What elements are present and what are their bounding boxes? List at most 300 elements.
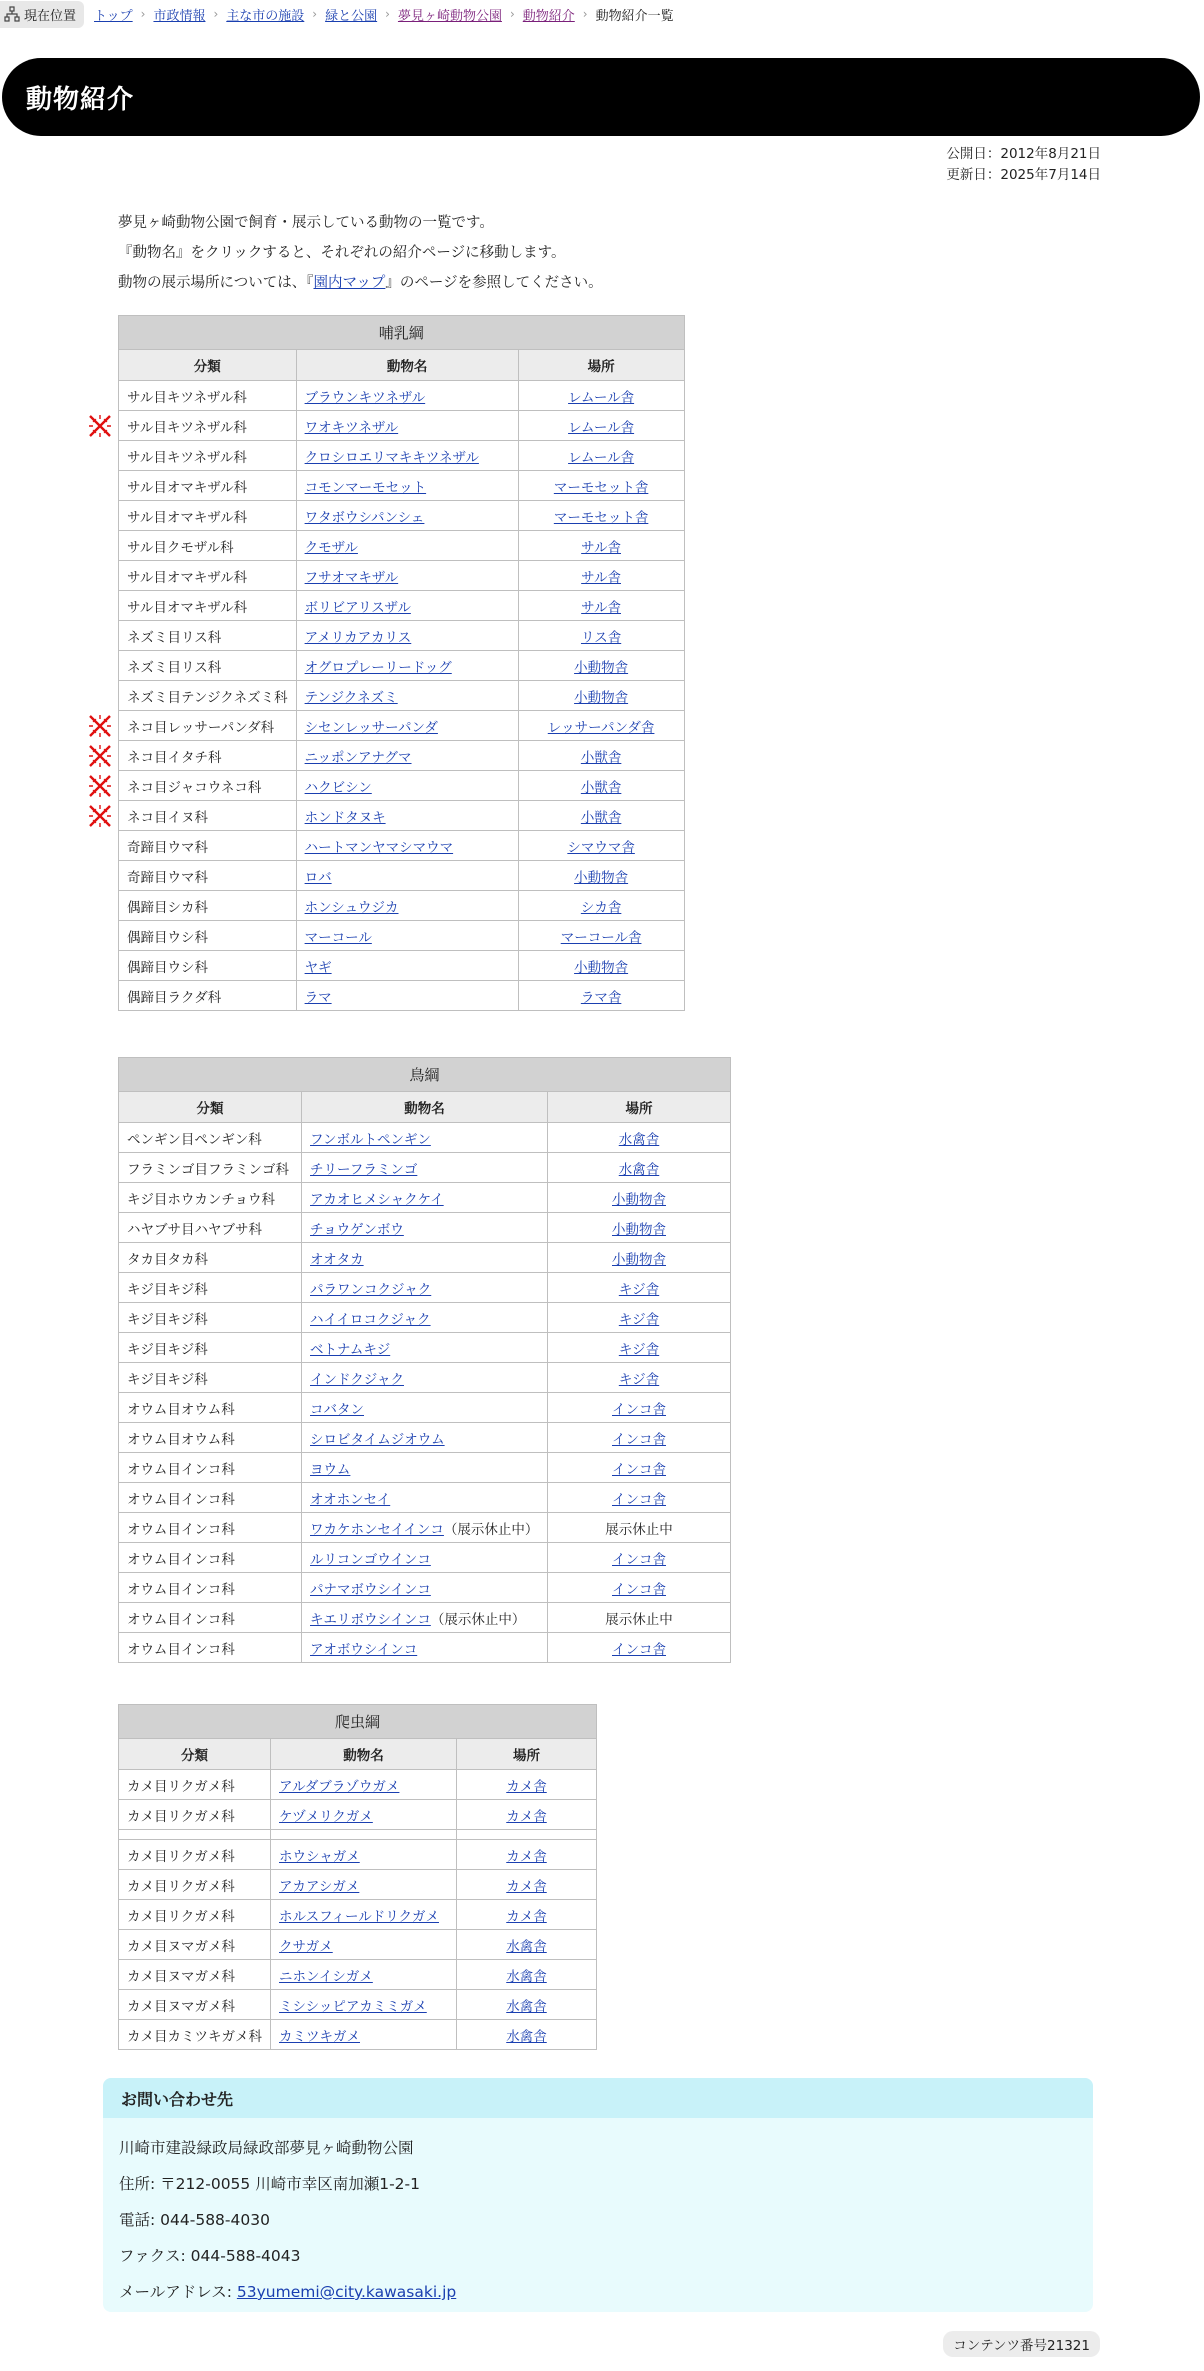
animal-link[interactable]: コモンマーモセット xyxy=(304,479,427,496)
table-row xyxy=(119,1453,731,1483)
place-link[interactable]: カメ舎 xyxy=(506,1808,547,1825)
breadcrumb-link-facilities[interactable]: 主な市の施設 xyxy=(226,8,305,24)
cell-category: カメ目リクガメ科 xyxy=(119,1770,271,1800)
animal-link[interactable]: アカアシガメ xyxy=(279,1878,360,1895)
red-x-marker-icon xyxy=(88,774,112,798)
place-link[interactable]: 小動物舎 xyxy=(574,689,629,706)
red-x-marker-icon xyxy=(88,414,112,438)
table-row xyxy=(119,1800,597,1830)
cell-place xyxy=(518,441,684,471)
cell-animal-name xyxy=(271,1930,457,1960)
cell-category: ネコ目ジャコウネコ科 xyxy=(119,771,297,801)
table-row xyxy=(119,651,685,681)
column-header-place: 場所 xyxy=(457,1739,597,1770)
cell-place xyxy=(548,1243,731,1273)
place-link[interactable]: 水禽舎 xyxy=(506,1998,547,2015)
cell-category: ネズミ目リス科 xyxy=(119,651,297,681)
cell-animal-name xyxy=(271,1770,457,1800)
animal-link[interactable]: アルダブラゾウガメ xyxy=(279,1778,400,1795)
cell-category: サル目オマキザル科 xyxy=(119,591,297,621)
table-row xyxy=(119,1483,731,1513)
cell-place xyxy=(548,1573,731,1603)
table-row xyxy=(119,771,685,801)
cell-place xyxy=(518,471,684,501)
cell-animal-name xyxy=(296,531,518,561)
cell-place xyxy=(518,591,684,621)
cell-animal-name xyxy=(296,651,518,681)
cell-animal-name xyxy=(296,921,518,951)
page-title-bar xyxy=(2,58,1200,136)
animal-link[interactable]: オオホンセイ xyxy=(310,1491,391,1508)
table-row xyxy=(119,1870,597,1900)
place-link[interactable]: マーモセット舎 xyxy=(553,479,649,496)
table-row xyxy=(119,921,685,951)
page-title: 動物紹介 xyxy=(26,84,135,115)
cell-place xyxy=(548,1213,731,1243)
animal-link[interactable]: マーコール xyxy=(304,929,372,946)
cell-category: カメ目リクガメ科 xyxy=(119,1840,271,1870)
animal-link[interactable]: シロビタイムジオウム xyxy=(310,1431,445,1448)
animal-link[interactable]: ブラウンキツネザル xyxy=(304,389,426,406)
cell-animal-name xyxy=(271,1840,457,1870)
cell-category: オウム目インコ科 xyxy=(119,1483,302,1513)
animal-link[interactable]: コバタン xyxy=(310,1401,364,1418)
place-link[interactable]: インコ舎 xyxy=(612,1491,666,1508)
place-link[interactable]: 小動物舎 xyxy=(574,869,629,886)
cell-animal-name xyxy=(296,381,518,411)
place-link[interactable]: シマウマ舎 xyxy=(567,839,635,856)
cell-animal-name xyxy=(302,1573,548,1603)
place-link[interactable]: レムール舎 xyxy=(568,449,635,466)
cell-place xyxy=(548,1273,731,1303)
place-link[interactable]: インコ舎 xyxy=(612,1431,666,1448)
cell-category: オウム目インコ科 xyxy=(119,1573,302,1603)
place-link[interactable]: サル舎 xyxy=(581,599,621,616)
cell-place xyxy=(457,1900,597,1930)
animal-link[interactable]: インドクジャク xyxy=(310,1371,404,1388)
red-x-marker-icon xyxy=(88,714,112,738)
cell-place xyxy=(548,1363,731,1393)
cell-category: ネズミ目リス科 xyxy=(119,621,297,651)
cell-animal-name xyxy=(296,891,518,921)
red-x-marker-icon xyxy=(88,744,112,768)
animal-link[interactable]: テンジクネズミ xyxy=(304,689,398,706)
place-link[interactable]: インコ舎 xyxy=(612,1401,666,1418)
cell-place: 展示休止中 xyxy=(548,1603,731,1633)
intro-line-3 xyxy=(118,268,603,298)
animal-link[interactable]: ヨウム xyxy=(310,1461,351,1478)
animal-link[interactable]: ニッポンアナグマ xyxy=(304,749,412,766)
place-link[interactable]: キジ舎 xyxy=(618,1281,660,1298)
cell-place xyxy=(518,771,684,801)
animal-link[interactable]: ワカケホンセイインコ xyxy=(310,1521,444,1538)
park-map-link[interactable]: 園内マップ xyxy=(313,275,386,291)
cell-category: ネコ目イタチ科 xyxy=(119,741,297,771)
sitemap-icon xyxy=(4,6,20,22)
cell-category: キジ目キジ科 xyxy=(119,1333,302,1363)
cell-animal-name xyxy=(296,681,518,711)
place-link[interactable]: キジ舎 xyxy=(618,1371,660,1388)
cell-category: カメ目カミツキガメ科 xyxy=(119,2020,271,2050)
table-row xyxy=(119,741,685,771)
table-row xyxy=(119,1243,731,1273)
contact-email-row xyxy=(119,2274,1093,2310)
cell-category: フラミンゴ目フラミンゴ科 xyxy=(119,1153,302,1183)
cell-animal-name xyxy=(296,501,518,531)
animal-link[interactable]: アオボウシインコ xyxy=(310,1641,418,1658)
animal-link[interactable]: ワオキツネザル xyxy=(304,419,399,436)
cell-place xyxy=(548,1633,731,1663)
reptiles-table xyxy=(118,1704,597,2050)
cell-animal-name xyxy=(302,1393,548,1423)
animal-link[interactable]: クロシロエリマキキツネザル xyxy=(304,449,479,466)
cell-place xyxy=(548,1153,731,1183)
table-caption: 爬虫綱 xyxy=(119,1705,597,1739)
red-x-marker-icon xyxy=(88,804,112,828)
place-link[interactable]: インコ舎 xyxy=(612,1581,666,1598)
animal-link[interactable]: オオタカ xyxy=(310,1251,364,1268)
contact-body xyxy=(103,2118,1093,2310)
animal-link[interactable]: チョウゲンボウ xyxy=(310,1221,404,1238)
place-link[interactable]: マーモセット舎 xyxy=(553,509,649,526)
contact-phone: 電話: 044-588-4030 xyxy=(119,2211,270,2229)
animal-link[interactable]: カミツキガメ xyxy=(279,2028,360,2045)
cell-animal-name xyxy=(302,1543,548,1573)
column-header-category: 分類 xyxy=(119,350,297,381)
contact-box xyxy=(103,2078,1093,2312)
cell-category: 偶蹄目ラクダ科 xyxy=(119,981,297,1011)
place-link[interactable]: インコ舎 xyxy=(612,1641,666,1658)
intro-line-2: 『動物名』をクリックすると、それぞれの紹介ページに移動します。 xyxy=(118,245,566,261)
cell-place xyxy=(548,1183,731,1213)
animal-link[interactable]: ベトナムキジ xyxy=(310,1341,391,1358)
animal-link[interactable]: ホンシュウジカ xyxy=(304,899,399,916)
place-link[interactable]: 小動物舎 xyxy=(612,1251,666,1268)
contact-address: 住所: 〒212-0055 川崎市幸区南加瀬1-2-1 xyxy=(119,2175,420,2193)
table-row xyxy=(119,2020,597,2050)
table-row xyxy=(119,681,685,711)
animal-link[interactable]: ホンドタヌキ xyxy=(304,809,386,826)
table-row xyxy=(119,1543,731,1573)
cell-animal-name xyxy=(302,1633,548,1663)
intro-line-3-pre: 動物の展示場所については、『 xyxy=(118,275,314,291)
place-link[interactable]: 小動物舎 xyxy=(574,659,629,676)
table-row xyxy=(119,441,685,471)
cell-animal-name xyxy=(296,561,518,591)
cell-animal-name xyxy=(302,1213,548,1243)
cell-animal-name xyxy=(302,1123,548,1153)
animal-link[interactable]: クモザル xyxy=(304,539,358,556)
cell-place xyxy=(548,1543,731,1573)
cell-place xyxy=(518,861,684,891)
chevron-right-icon: › xyxy=(140,7,146,21)
cell-category: オウム目インコ科 xyxy=(119,1633,302,1663)
table-row xyxy=(119,1363,731,1393)
animal-link[interactable]: フサオマキザル xyxy=(304,569,399,586)
cell-place xyxy=(518,501,684,531)
cell-animal-name xyxy=(296,861,518,891)
cell-animal-name xyxy=(296,711,518,741)
table-row xyxy=(119,1183,731,1213)
cell-category: サル目クモザル科 xyxy=(119,531,297,561)
animal-link[interactable]: ハートマンヤマシマウマ xyxy=(304,839,454,856)
intro-text xyxy=(118,208,603,298)
place-link[interactable]: カメ舎 xyxy=(506,1908,547,1925)
breadcrumb-label: 現在位置 xyxy=(24,8,77,24)
contact-fax: ファクス: 044-588-4043 xyxy=(119,2247,301,2265)
column-header-category: 分類 xyxy=(119,1739,271,1770)
animal-link[interactable]: クサガメ xyxy=(279,1938,333,1955)
place-link[interactable]: ラマ舎 xyxy=(580,989,622,1006)
cell-category: 偶蹄目ウシ科 xyxy=(119,921,297,951)
breadcrumb-link-animals[interactable]: 動物紹介 xyxy=(522,8,575,24)
place-link[interactable]: カメ舎 xyxy=(506,1848,547,1865)
cell-animal-name xyxy=(296,771,518,801)
cell-category: サル目キツネザル科 xyxy=(119,381,297,411)
cell-place xyxy=(518,681,684,711)
cell-category: カメ目ヌマガメ科 xyxy=(119,1990,271,2020)
cell-place xyxy=(457,1840,597,1870)
place-link[interactable]: 小動物舎 xyxy=(612,1221,666,1238)
table-row xyxy=(119,471,685,501)
place-link[interactable]: レムール舎 xyxy=(568,419,635,436)
cell-place xyxy=(548,1123,731,1153)
column-header-place: 場所 xyxy=(518,350,684,381)
place-link[interactable]: 水禽舎 xyxy=(506,1938,547,1955)
table-row xyxy=(119,591,685,621)
table-row xyxy=(119,711,685,741)
place-link[interactable]: キジ舎 xyxy=(618,1311,660,1328)
publish-dates xyxy=(946,144,1101,186)
cell-place xyxy=(548,1423,731,1453)
cell-category: 奇蹄目ウマ科 xyxy=(119,861,297,891)
place-link[interactable]: 小動物舎 xyxy=(612,1191,666,1208)
cell-category: ネコ目イヌ科 xyxy=(119,801,297,831)
animal-link[interactable]: ケヅメリクガメ xyxy=(279,1808,373,1825)
table-row xyxy=(119,381,685,411)
place-link[interactable]: 小獣舎 xyxy=(580,749,622,766)
breadcrumb xyxy=(0,0,674,28)
cell-place xyxy=(518,801,684,831)
cell-animal-name xyxy=(271,1900,457,1930)
place-link[interactable]: サル舎 xyxy=(581,569,621,586)
content-number-badge: コンテンツ番号21321 xyxy=(943,2331,1100,2357)
animal-link[interactable]: ラマ xyxy=(304,989,332,1006)
table-row xyxy=(119,831,685,861)
breadcrumb-link-zoo[interactable]: 夢見ヶ崎動物公園 xyxy=(397,8,502,24)
animal-link[interactable]: ホウシャガメ xyxy=(279,1848,360,1865)
column-header-place: 場所 xyxy=(548,1092,731,1123)
table-row xyxy=(119,1960,597,1990)
table-row xyxy=(119,981,685,1011)
cell-category: オウム目インコ科 xyxy=(119,1513,302,1543)
place-link[interactable]: 水禽舎 xyxy=(618,1161,660,1178)
animal-link[interactable]: ミシシッピアカミミガメ xyxy=(279,1998,427,2015)
cell-place xyxy=(548,1303,731,1333)
cell-category: ネズミ目テンジクネズミ科 xyxy=(119,681,297,711)
cell-animal-name xyxy=(302,1483,548,1513)
cell-place xyxy=(518,651,684,681)
cell-category: キジ目ホウカンチョウ科 xyxy=(119,1183,302,1213)
cell-animal-name xyxy=(296,741,518,771)
place-link[interactable]: 水禽舎 xyxy=(618,1131,660,1148)
place-link[interactable]: 小獣舎 xyxy=(580,809,622,826)
cell-animal-name xyxy=(296,621,518,651)
breadcrumb-link-parks[interactable]: 緑と公園 xyxy=(325,8,378,24)
intro-line-1: 夢見ヶ崎動物公園で飼育・展示している動物の一覧です。 xyxy=(118,215,494,231)
cell-category: ネコ目レッサーパンダ科 xyxy=(119,711,297,741)
cell-place xyxy=(518,951,684,981)
cell-place xyxy=(548,1453,731,1483)
table-row xyxy=(119,1423,731,1453)
cell-category: カメ目ヌマガメ科 xyxy=(119,1930,271,1960)
breadcrumb-link-top[interactable]: トップ xyxy=(94,8,133,24)
place-link[interactable]: マーコール舎 xyxy=(560,929,642,946)
cell-place xyxy=(548,1393,731,1423)
table-row xyxy=(119,561,685,591)
cell-animal-name xyxy=(302,1423,548,1453)
cell-category: サル目キツネザル科 xyxy=(119,441,297,471)
cell-animal-name xyxy=(302,1513,548,1543)
cell-animal-name xyxy=(296,951,518,981)
place-link[interactable]: インコ舎 xyxy=(612,1461,666,1478)
table-row xyxy=(119,1123,731,1153)
place-link[interactable]: シカ舎 xyxy=(580,899,622,916)
animal-link[interactable]: フンボルトペンギン xyxy=(310,1131,431,1148)
cell-category: カメ目リクガメ科 xyxy=(119,1870,271,1900)
place-link[interactable]: カメ舎 xyxy=(506,1778,547,1795)
table-caption: 哺乳綱 xyxy=(119,316,685,350)
table-row xyxy=(119,1273,731,1303)
animal-link[interactable]: ハクビシン xyxy=(304,779,372,796)
animal-link[interactable]: パラワンコクジャク xyxy=(310,1281,432,1298)
cell-category: オウム目インコ科 xyxy=(119,1603,302,1633)
cell-place xyxy=(518,381,684,411)
cell-place xyxy=(548,1483,731,1513)
place-link[interactable]: 水禽舎 xyxy=(506,1968,547,1985)
cell-place xyxy=(518,831,684,861)
intro-line-3-post: 』のページを参照してください。 xyxy=(385,275,603,291)
cell-category: オウム目オウム科 xyxy=(119,1423,302,1453)
cell-place xyxy=(548,1333,731,1363)
cell-animal-name xyxy=(302,1303,548,1333)
cell-animal-name xyxy=(296,981,518,1011)
cell-animal-name xyxy=(296,471,518,501)
place-link[interactable]: 小獣舎 xyxy=(580,779,622,796)
cell-category: オウム目オウム科 xyxy=(119,1393,302,1423)
cell-category: サル目オマキザル科 xyxy=(119,561,297,591)
breadcrumb-current: 動物紹介一覧 xyxy=(595,8,674,24)
table-row xyxy=(119,1573,731,1603)
table-row xyxy=(119,1930,597,1960)
place-link[interactable]: レムール舎 xyxy=(568,389,635,406)
table-row xyxy=(119,1840,597,1870)
cell-place xyxy=(457,1960,597,1990)
place-link[interactable]: 小動物舎 xyxy=(574,959,629,976)
table-caption: 鳥綱 xyxy=(119,1058,731,1092)
place-link[interactable]: サル舎 xyxy=(581,539,621,556)
place-link[interactable]: カメ舎 xyxy=(506,1878,547,1895)
column-header-name: 動物名 xyxy=(271,1739,457,1770)
animal-link[interactable]: ハイイロコクジャク xyxy=(310,1311,431,1328)
animal-link[interactable]: ボリビアリスザル xyxy=(304,599,411,616)
birds-table xyxy=(118,1057,731,1663)
chevron-right-icon: › xyxy=(213,7,219,21)
cell-category: サル目キツネザル科 xyxy=(119,411,297,441)
table-row xyxy=(119,891,685,921)
animal-link[interactable]: アメリカアカリス xyxy=(304,629,412,646)
animal-link[interactable]: アカオヒメシャクケイ xyxy=(310,1191,444,1208)
cell-place xyxy=(457,1870,597,1900)
cell-category: カメ目リクガメ科 xyxy=(119,1800,271,1830)
cell-category: ペンギン目ペンギン科 xyxy=(119,1123,302,1153)
cell-place xyxy=(457,1990,597,2020)
place-link[interactable]: 水禽舎 xyxy=(506,2028,547,2045)
place-link[interactable]: レッサーパンダ舎 xyxy=(547,719,655,736)
animal-link[interactable]: ルリコンゴウインコ xyxy=(310,1551,431,1568)
column-header-name: 動物名 xyxy=(296,350,518,381)
animal-link[interactable]: キエリボウシインコ xyxy=(310,1611,431,1628)
place-link[interactable]: インコ舎 xyxy=(612,1551,666,1568)
table-row xyxy=(119,621,685,651)
animal-link[interactable]: ホルスフィールドリクガメ xyxy=(279,1908,439,1925)
animal-link[interactable]: オグロプレーリードッグ xyxy=(304,659,452,676)
breadcrumb-link-city-info[interactable]: 市政情報 xyxy=(153,8,206,24)
chevron-right-icon: › xyxy=(312,7,318,21)
column-header-category: 分類 xyxy=(119,1092,302,1123)
cell-category: オウム目インコ科 xyxy=(119,1543,302,1573)
animal-link[interactable]: パナマボウシインコ xyxy=(310,1581,431,1598)
contact-email-link[interactable]: 53yumemi@city.kawasaki.jp xyxy=(236,2283,457,2301)
cell-animal-name xyxy=(302,1333,548,1363)
cell-category: 偶蹄目シカ科 xyxy=(119,891,297,921)
contact-email-label: メールアドレス: xyxy=(119,2283,237,2301)
animal-link[interactable]: チリーフラミンゴ xyxy=(310,1161,418,1178)
cell-animal-name xyxy=(271,1800,457,1830)
cell-animal-name xyxy=(302,1603,548,1633)
table-row xyxy=(119,1990,597,2020)
place-link[interactable]: リス舎 xyxy=(580,629,622,646)
table-row xyxy=(119,1303,731,1333)
table-row xyxy=(119,1513,731,1543)
table-row xyxy=(119,1770,597,1800)
cell-category: タカ目タカ科 xyxy=(119,1243,302,1273)
animal-link[interactable]: シセンレッサーパンダ xyxy=(304,719,438,736)
animal-link[interactable]: ワタボウシパンシェ xyxy=(304,509,425,526)
cell-place xyxy=(457,1930,597,1960)
cell-animal-name xyxy=(271,2020,457,2050)
cell-category: オウム目インコ科 xyxy=(119,1453,302,1483)
cell-place xyxy=(518,921,684,951)
cell-category: ハヤブサ目ハヤブサ科 xyxy=(119,1213,302,1243)
table-row xyxy=(119,1213,731,1243)
chevron-right-icon: › xyxy=(509,7,515,21)
cell-animal-name xyxy=(296,441,518,471)
table-row xyxy=(119,1153,731,1183)
cell-category: サル目オマキザル科 xyxy=(119,501,297,531)
chevron-right-icon: › xyxy=(385,7,390,21)
breadcrumb-current-position-label xyxy=(0,1,84,28)
cell-place xyxy=(457,2020,597,2050)
cell-category: サル目オマキザル科 xyxy=(119,471,297,501)
animal-link[interactable]: ニホンイシガメ xyxy=(279,1968,373,1985)
cell-place xyxy=(518,411,684,441)
table-row xyxy=(119,1393,731,1423)
animal-link[interactable]: ヤギ xyxy=(304,959,332,976)
place-link[interactable]: キジ舎 xyxy=(618,1341,660,1358)
animal-link[interactable]: ロバ xyxy=(304,869,332,886)
cell-animal-name xyxy=(302,1153,548,1183)
